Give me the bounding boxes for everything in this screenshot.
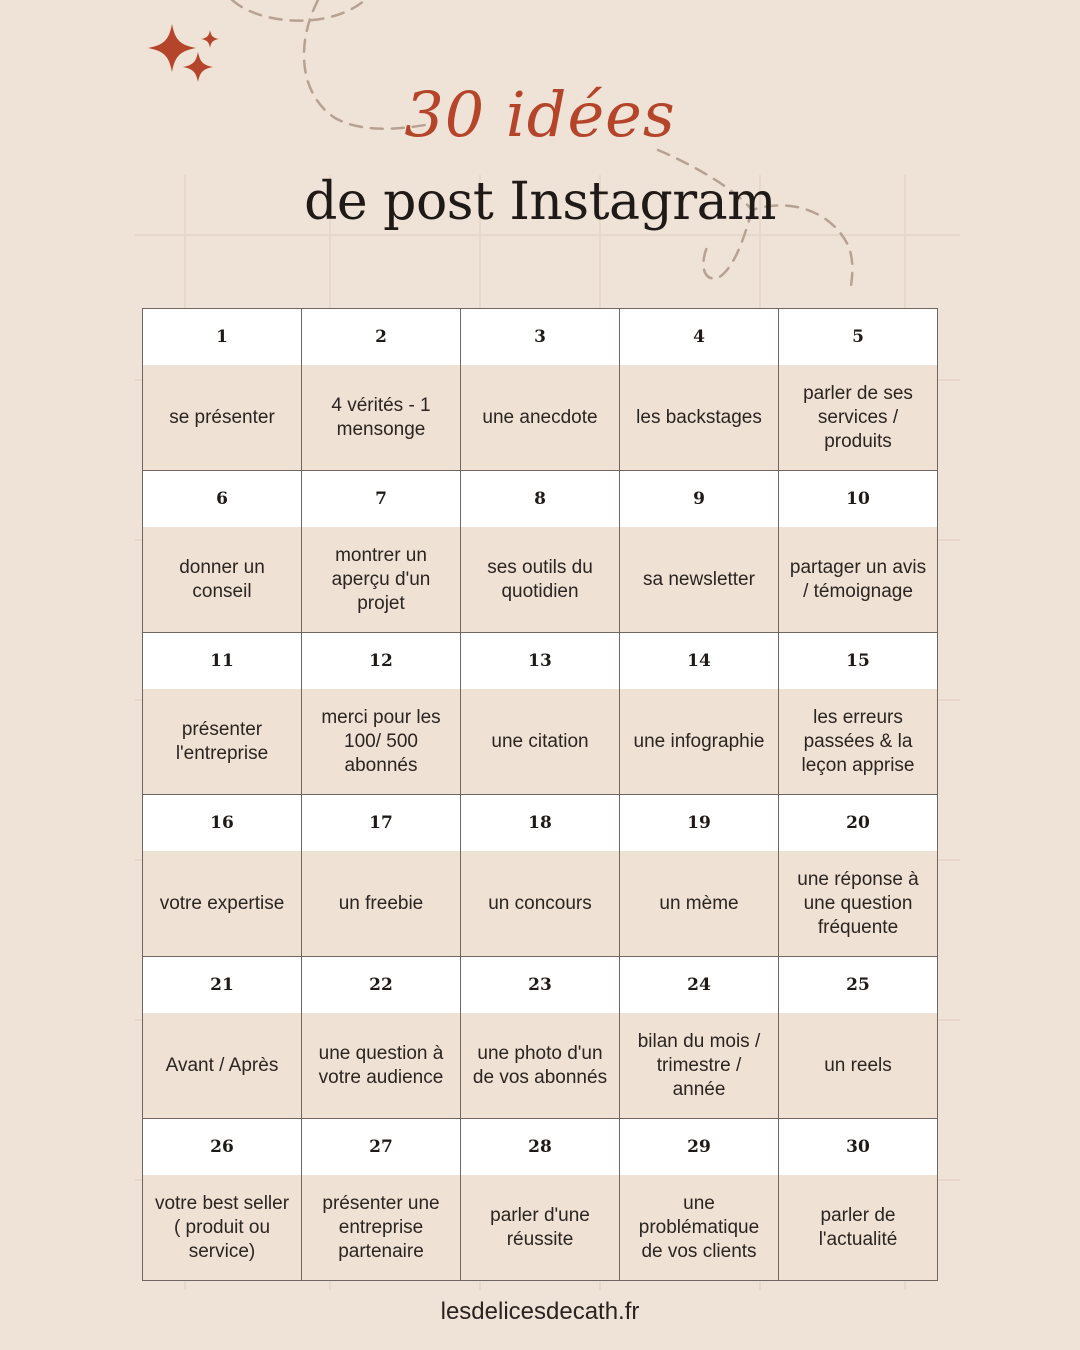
idea-text: donner un conseil: [143, 527, 301, 632]
idea-number: 4: [620, 309, 778, 365]
idea-cell: [461, 633, 620, 795]
idea-text: votre expertise: [143, 851, 301, 956]
page-title: de post Instagram: [304, 172, 776, 232]
idea-cell: [779, 633, 938, 795]
idea-number: 5: [779, 309, 937, 365]
idea-cell: [779, 1119, 938, 1281]
idea-number: 27: [302, 1119, 460, 1175]
idea-text: présenter l'entreprise: [143, 689, 301, 794]
idea-number: 19: [620, 795, 778, 851]
idea-cell: [302, 1119, 461, 1281]
idea-cell: [143, 795, 302, 957]
idea-text: merci pour les 100/ 500 abonnés: [302, 689, 460, 794]
idea-cell: [461, 1119, 620, 1281]
idea-text: 4 vérités - 1 mensonge: [302, 365, 460, 470]
idea-number: 30: [779, 1119, 937, 1175]
idea-cell: [620, 957, 779, 1119]
idea-text: les erreurs passées & la leçon apprise: [779, 689, 937, 794]
idea-cell: [779, 957, 938, 1119]
idea-text: montrer un aperçu d'un projet: [302, 527, 460, 632]
idea-number: 10: [779, 471, 937, 527]
idea-text: une question à votre audience: [302, 1013, 460, 1118]
idea-number: 25: [779, 957, 937, 1013]
idea-cell: [143, 633, 302, 795]
idea-text: se présenter: [143, 365, 301, 470]
ideas-grid: [142, 308, 938, 1281]
idea-number: 9: [620, 471, 778, 527]
idea-cell: [461, 471, 620, 633]
idea-text: une anecdote: [461, 365, 619, 470]
idea-cell: [779, 309, 938, 471]
website-footer: lesdelicesdecath.fr: [440, 1298, 640, 1325]
idea-text: une photo d'un de vos abonnés: [461, 1013, 619, 1118]
idea-number: 23: [461, 957, 619, 1013]
idea-cell: [620, 1119, 779, 1281]
idea-number: 18: [461, 795, 619, 851]
idea-number: 16: [143, 795, 301, 851]
idea-number: 7: [302, 471, 460, 527]
idea-cell: [620, 795, 779, 957]
idea-cell: [461, 309, 620, 471]
idea-cell: [779, 471, 938, 633]
idea-number: 12: [302, 633, 460, 689]
idea-number: 22: [302, 957, 460, 1013]
idea-cell: [302, 795, 461, 957]
idea-text: un reels: [779, 1013, 937, 1118]
idea-text: présenter une entreprise partenaire: [302, 1175, 460, 1280]
idea-cell: [620, 471, 779, 633]
idea-number: 3: [461, 309, 619, 365]
idea-text: partager un avis / témoignage: [779, 527, 937, 632]
idea-text: parler de l'actualité: [779, 1175, 937, 1280]
idea-text: une problématique de vos clients: [620, 1175, 778, 1280]
idea-cell: [779, 795, 938, 957]
idea-number: 14: [620, 633, 778, 689]
idea-number: 17: [302, 795, 460, 851]
idea-number: 28: [461, 1119, 619, 1175]
idea-number: 24: [620, 957, 778, 1013]
idea-number: 1: [143, 309, 301, 365]
idea-cell: [143, 471, 302, 633]
idea-text: Avant / Après: [143, 1013, 301, 1118]
idea-text: une réponse à une question fréquente: [779, 851, 937, 956]
idea-cell: [620, 633, 779, 795]
idea-number: 15: [779, 633, 937, 689]
idea-cell: [302, 309, 461, 471]
idea-cell: [461, 957, 620, 1119]
idea-text: une infographie: [620, 689, 778, 794]
idea-number: 2: [302, 309, 460, 365]
idea-text: les backstages: [620, 365, 778, 470]
idea-text: une citation: [461, 689, 619, 794]
script-title: 30 idées: [404, 78, 676, 151]
idea-cell: [461, 795, 620, 957]
idea-number: 13: [461, 633, 619, 689]
idea-number: 21: [143, 957, 301, 1013]
idea-number: 26: [143, 1119, 301, 1175]
idea-text: un freebie: [302, 851, 460, 956]
idea-text: un concours: [461, 851, 619, 956]
idea-cell: [143, 1119, 302, 1281]
idea-cell: [143, 309, 302, 471]
idea-number: 6: [143, 471, 301, 527]
idea-number: 29: [620, 1119, 778, 1175]
idea-number: 11: [143, 633, 301, 689]
idea-text: ses outils du quotidien: [461, 527, 619, 632]
idea-text: un mème: [620, 851, 778, 956]
idea-cell: [302, 957, 461, 1119]
idea-text: parler d'une réussite: [461, 1175, 619, 1280]
idea-cell: [143, 957, 302, 1119]
idea-number: 20: [779, 795, 937, 851]
idea-cell: [620, 309, 779, 471]
idea-cell: [302, 633, 461, 795]
idea-text: bilan du mois / trimestre / année: [620, 1013, 778, 1118]
idea-text: parler de ses services / produits: [779, 365, 937, 470]
idea-cell: [302, 471, 461, 633]
idea-number: 8: [461, 471, 619, 527]
idea-text: votre best seller ( produit ou service): [143, 1175, 301, 1280]
idea-text: sa newsletter: [620, 527, 778, 632]
